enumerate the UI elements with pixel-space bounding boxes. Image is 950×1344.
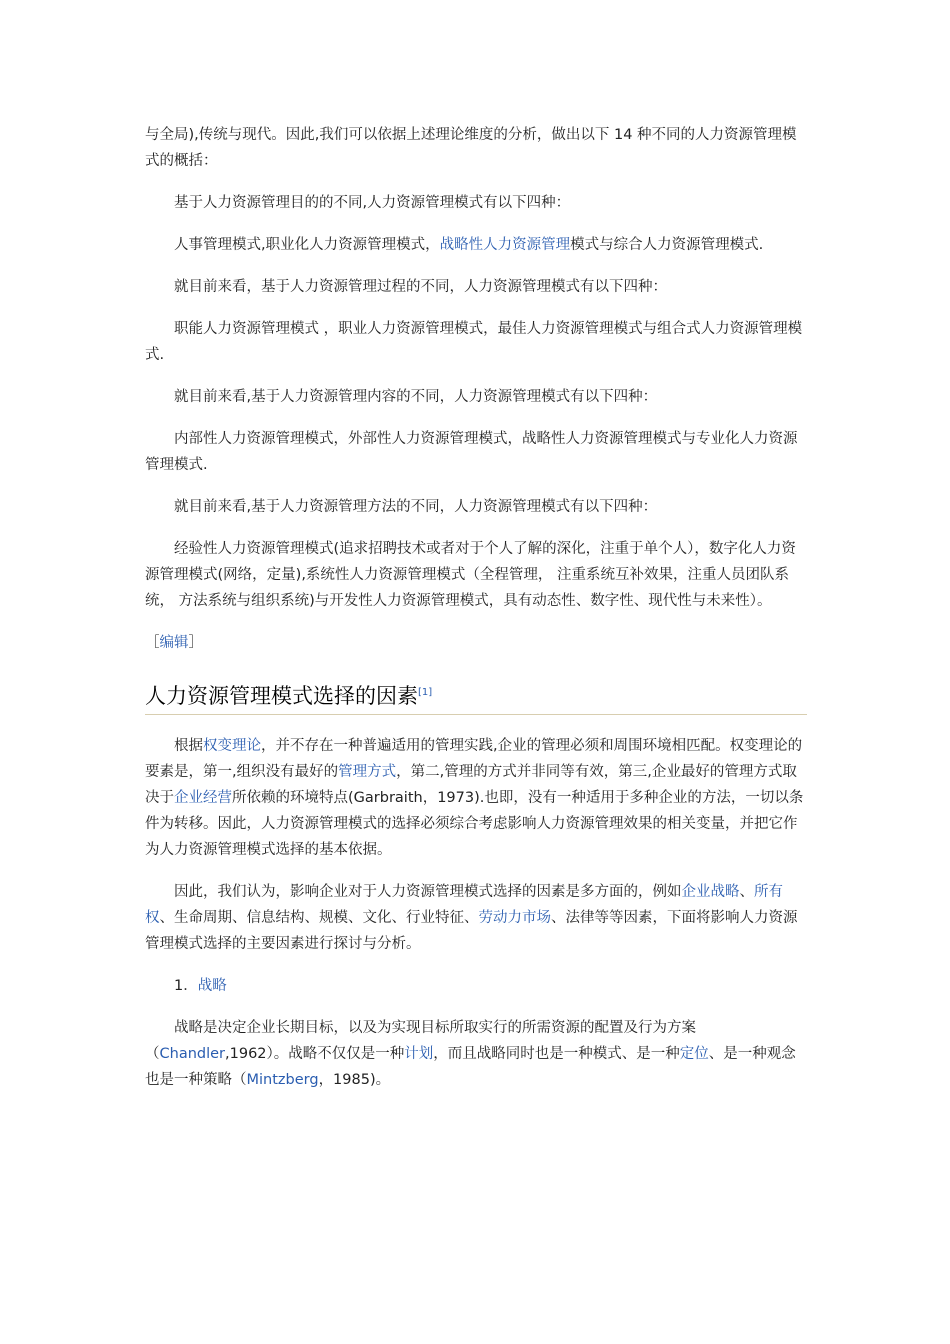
paragraph: 战略是决定企业长期目标，以及为实现目标所取实行的所需资源的配置及行为方案（Chandler,1962）。战略不仅仅是一种计划，而且战略同时也是一种模式、是一种定位、是一种观念也是一种策略（Mintzberg，1985)。 — [145, 1020, 796, 1088]
list-item: 1．战略 — [174, 978, 227, 994]
link-management-style[interactable]: 管理方式 — [338, 764, 397, 780]
link-mintzberg[interactable]: Mintzberg — [246, 1072, 319, 1088]
paragraph: 基于人力资源管理目的的不同,人力资源管理模式有以下四种： — [174, 195, 571, 211]
link-ownership[interactable]: 所有权 — [145, 884, 783, 926]
paragraph: 因此，我们认为，影响企业对于人力资源管理模式选择的因素是多方面的，例如企业战略、所有权、生命周期、信息结构、规模、文化、行业特征、劳动力市场、法律等等因素，下面将影响人力资源管理模式选择的主要因素进行探讨与分析。 — [145, 884, 798, 952]
section-heading: 人力资源管理模式选择的因素[1] — [145, 680, 807, 715]
paragraph: 人事管理模式,职业化人力资源管理模式，战略性人力资源管理模式与综合人力资源管理模式. — [174, 237, 764, 253]
link-contingency-theory[interactable]: 权变理论 — [203, 738, 261, 754]
paragraph: 内部性人力资源管理模式，外部性人力资源管理模式，战略性人力资源管理模式与专业化人力资源管理模式. — [145, 431, 798, 473]
paragraph: 经验性人力资源管理模式(追求招聘技术或者对于个人了解的深化，注重于单个人），数字化人力资源管理模式(网络，定量),系统性人力资源管理模式（全程管理， 注重系统互补效果，注重人员团队系统， 方法系统与组织系统)与开发性人力资源管理模式，具有动态性、数字性、现代性与未来性）。 — [145, 541, 796, 609]
paragraph: 就目前来看,基于人力资源管理内容的不同，人力资源管理模式有以下四种： — [174, 389, 658, 405]
paragraph: 与全局),传统与现代。因此,我们可以依据上述理论维度的分析，做出以下 14 种不同的人力资源管理模式的概括： — [145, 127, 797, 169]
edit-section: ［编辑］ — [145, 635, 203, 651]
paragraph: 就目前来看，基于人力资源管理过程的不同，人力资源管理模式有以下四种： — [174, 279, 667, 295]
link-plan[interactable]: 计划 — [404, 1046, 434, 1062]
link-business-operation[interactable]: 企业经营 — [174, 790, 232, 806]
paragraph: 根据权变理论，并不存在一种普遍适用的管理实践,企业的管理必须和周围环境相匹配。权变理论的要素是，第一,组织没有最好的管理方式，第二,管理的方式并非同等有效，第三,企业最好的管理方式取决于企业经营所依赖的环境特点(Garbraith，1973).也即，没有一种适用于多种企业的方法，一切以条件为转移。因此，人力资源管理模式的选择必须综合考虑影响人力资源管理效果的相关变量，并把它作为人力资源管理模式选择的基本依据。 — [145, 738, 804, 858]
link-strategic-hrm[interactable]: 战略性人力资源管理 — [439, 237, 571, 253]
link-corporate-strategy[interactable]: 企业战略 — [681, 884, 740, 900]
link-strategy[interactable]: 战略 — [197, 978, 227, 994]
paragraph: 就目前来看,基于人力资源管理方法的不同，人力资源管理模式有以下四种： — [174, 499, 658, 515]
reference-link[interactable]: [1] — [418, 687, 433, 698]
link-positioning[interactable]: 定位 — [679, 1046, 709, 1062]
link-labor-market[interactable]: 劳动力市场 — [478, 910, 551, 926]
paragraph: 职能人力资源管理模式 ，职业人力资源管理模式，最佳人力资源管理模式与组合式人力资源管理模式. — [145, 321, 803, 363]
edit-link[interactable]: 编辑 — [159, 635, 189, 651]
link-chandler[interactable]: Chandler — [159, 1046, 226, 1062]
article-body — [145, 122, 807, 1109]
